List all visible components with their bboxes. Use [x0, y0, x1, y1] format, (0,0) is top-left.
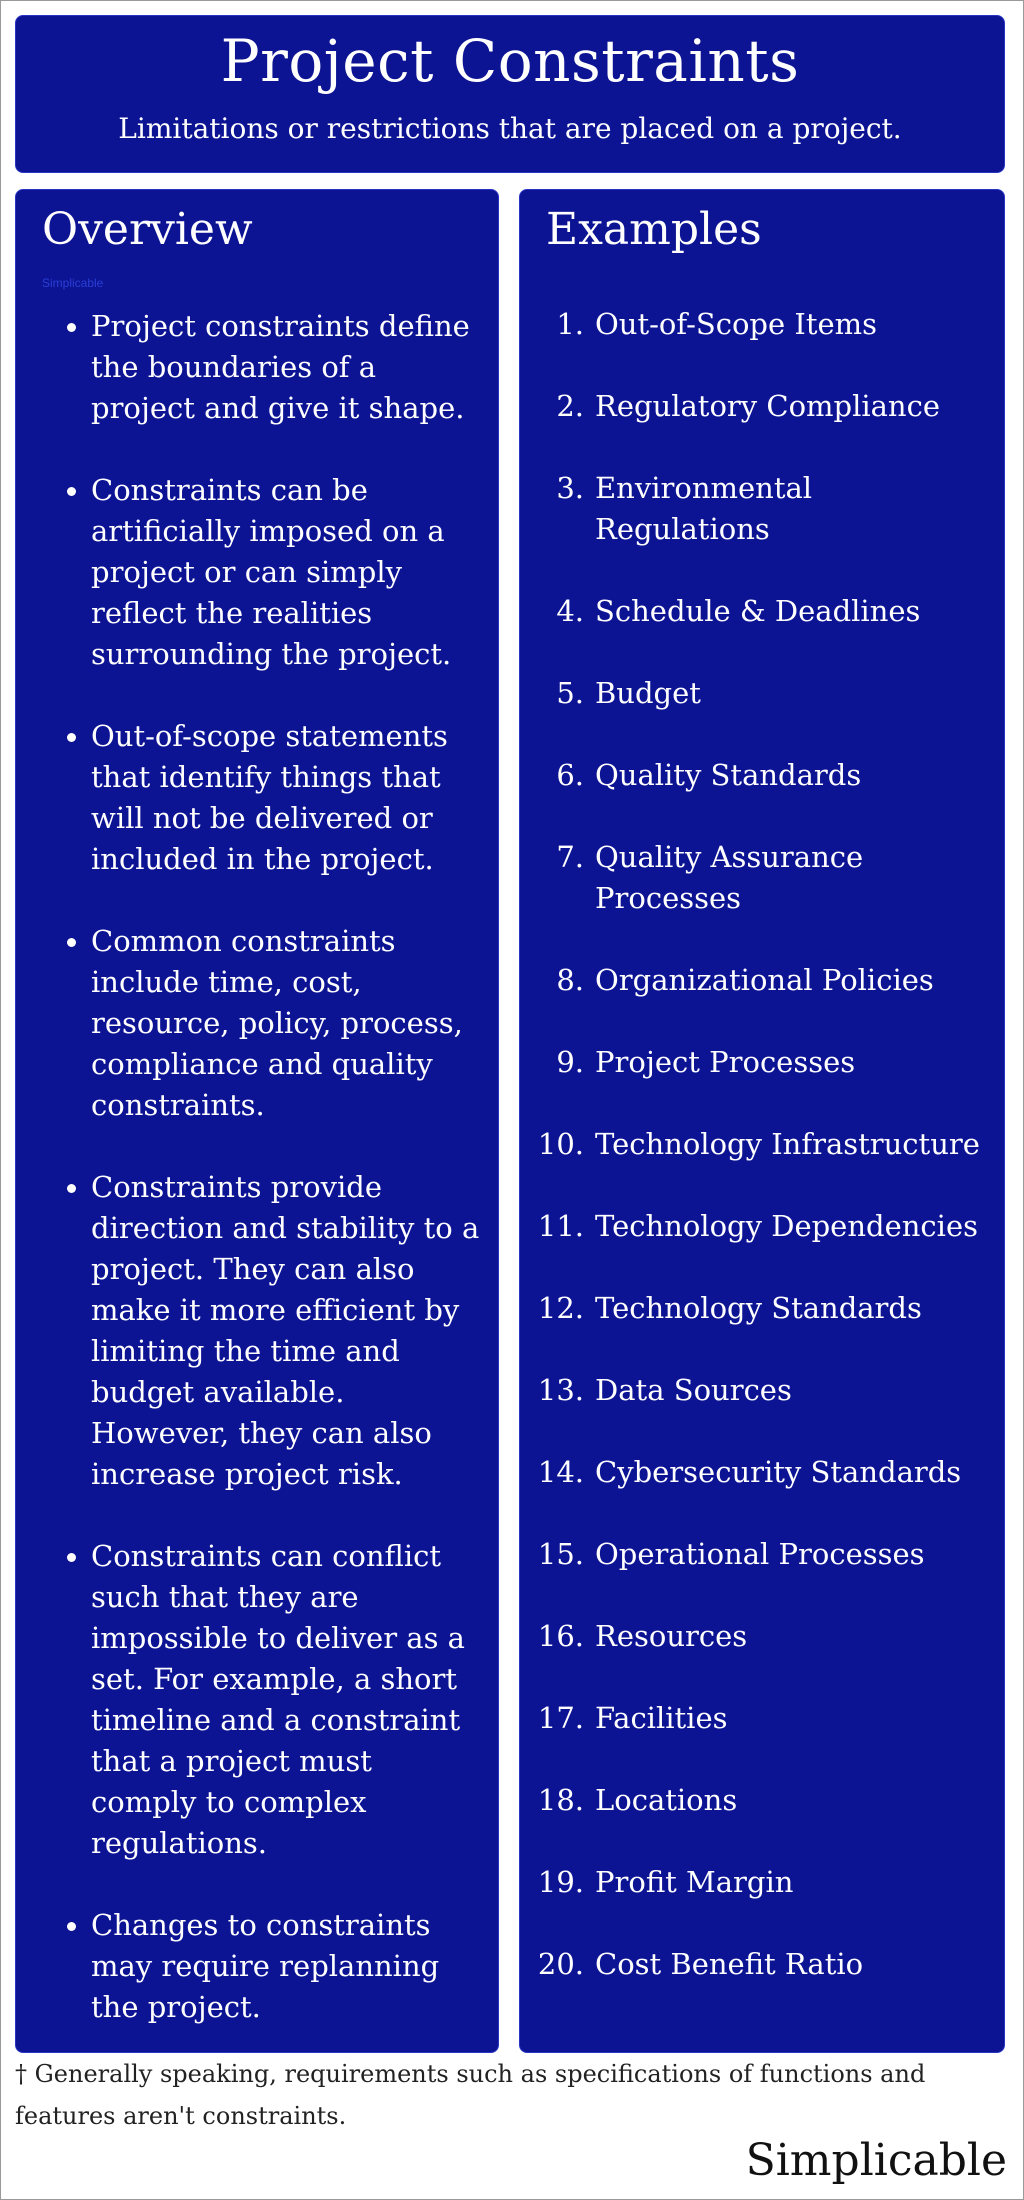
example-item — [520, 304, 1006, 345]
example-item — [520, 1452, 1006, 1493]
brand-logo: Simplicable — [745, 2135, 1007, 2186]
overview-item-text: Constraints provide direction and stability to a project. They can also make it more efficient by limiting the time and budget available. However, they can also increase project risk. — [91, 1170, 480, 1491]
example-number: 20. — [537, 1947, 584, 1981]
overview-item — [16, 1167, 500, 1495]
example-item — [520, 960, 1006, 1001]
example-label: Data Sources — [595, 1373, 792, 1407]
example-number: 3. — [556, 471, 584, 505]
overview-item — [16, 1536, 500, 1864]
example-number: 5. — [556, 676, 584, 710]
overview-item-text: Out-of-scope statements that identify things that will not be delivered or included in the project. — [91, 719, 448, 876]
example-item — [520, 386, 1006, 427]
example-item — [520, 837, 1006, 919]
examples-heading: Examples — [546, 204, 762, 255]
example-number: 2. — [556, 389, 584, 423]
example-number: 12. — [537, 1291, 584, 1325]
example-number: 10. — [537, 1127, 584, 1161]
example-label: Quality Standards — [595, 758, 862, 792]
example-item — [520, 1042, 1006, 1083]
overview-item — [16, 921, 500, 1126]
example-label: Schedule & Deadlines — [595, 594, 921, 628]
example-number: 11. — [537, 1209, 584, 1243]
bullet-icon — [67, 1922, 76, 1931]
overview-item-text: Changes to constraints may require replanning the project. — [91, 1908, 440, 2024]
example-item — [520, 673, 1006, 714]
example-label: Regulatory Compliance — [595, 389, 941, 423]
example-label: Cost Benefit Ratio — [595, 1947, 864, 1981]
example-number: 8. — [556, 963, 584, 997]
watermark: Simplicable — [42, 276, 104, 290]
bullet-icon — [67, 323, 76, 332]
example-number: 16. — [537, 1619, 584, 1653]
bullet-icon — [67, 1553, 76, 1562]
examples-panel — [519, 189, 1005, 2053]
footnote: † Generally speaking, requirements such as specifications of functions and features aren't constraints. — [15, 2060, 926, 2130]
example-item — [520, 755, 1006, 796]
overview-item-text: Constraints can conflict such that they are impossible to deliver as a set. For example, a short timeline and a constraint that a project must comply to complex regulations. — [91, 1539, 465, 1860]
example-number: 18. — [537, 1783, 584, 1817]
overview-item — [16, 470, 500, 675]
example-number: 13. — [537, 1373, 584, 1407]
example-item — [520, 1288, 1006, 1329]
example-label: Technology Infrastructure — [595, 1127, 980, 1161]
bullet-icon — [67, 938, 76, 947]
example-number: 4. — [556, 594, 584, 628]
examples-list — [520, 304, 1006, 2026]
example-label: Environmental Regulations — [595, 471, 813, 546]
overview-item-text: Common constraints include time, cost, resource, policy, process, compliance and quality constraints. — [91, 924, 463, 1122]
example-item — [520, 1124, 1006, 1165]
overview-item — [16, 306, 500, 429]
example-item — [520, 1698, 1006, 1739]
example-number: 17. — [537, 1701, 584, 1735]
example-item — [520, 1616, 1006, 1657]
example-item — [520, 1944, 1006, 1985]
example-label: Project Processes — [595, 1045, 856, 1079]
example-label: Facilities — [595, 1701, 728, 1735]
overview-heading: Overview — [42, 204, 253, 255]
overview-item-text: Constraints can be artificially imposed on a project or can simply reflect the realities surrounding the project. — [91, 473, 452, 671]
example-label: Locations — [595, 1783, 738, 1817]
overview-item — [16, 1905, 500, 2028]
bullet-icon — [67, 733, 76, 742]
example-item — [520, 591, 1006, 632]
overview-item-text: Project constraints define the boundaries of a project and give it shape. — [91, 309, 470, 425]
example-number: 7. — [556, 840, 584, 874]
page-subtitle: Limitations or restrictions that are placed on a project. — [118, 112, 902, 145]
example-item — [520, 1534, 1006, 1575]
example-label: Budget — [595, 676, 701, 710]
example-label: Organizational Policies — [595, 963, 934, 997]
example-number: 9. — [556, 1045, 584, 1079]
example-label: Technology Dependencies — [595, 1209, 978, 1243]
overview-item — [16, 716, 500, 880]
example-label: Resources — [595, 1619, 748, 1653]
overview-panel — [15, 189, 499, 2053]
example-label: Cybersecurity Standards — [595, 1455, 962, 1489]
example-label: Profit Margin — [595, 1865, 794, 1899]
example-label: Technology Standards — [595, 1291, 922, 1325]
example-item — [520, 468, 1006, 550]
example-number: 1. — [556, 307, 584, 341]
example-number: 6. — [556, 758, 584, 792]
overview-list — [16, 306, 500, 2069]
example-number: 19. — [537, 1865, 584, 1899]
example-item — [520, 1206, 1006, 1247]
example-label: Operational Processes — [595, 1537, 925, 1571]
header-banner — [15, 15, 1005, 173]
example-item — [520, 1780, 1006, 1821]
example-item — [520, 1370, 1006, 1411]
example-number: 14. — [537, 1455, 584, 1489]
example-label: Out-of-Scope Items — [595, 307, 878, 341]
example-label: Quality Assurance Processes — [595, 840, 864, 915]
bullet-icon — [67, 1184, 76, 1193]
example-number: 15. — [537, 1537, 584, 1571]
page-title: Project Constraints — [220, 27, 800, 95]
bullet-icon — [67, 487, 76, 496]
example-item — [520, 1862, 1006, 1903]
